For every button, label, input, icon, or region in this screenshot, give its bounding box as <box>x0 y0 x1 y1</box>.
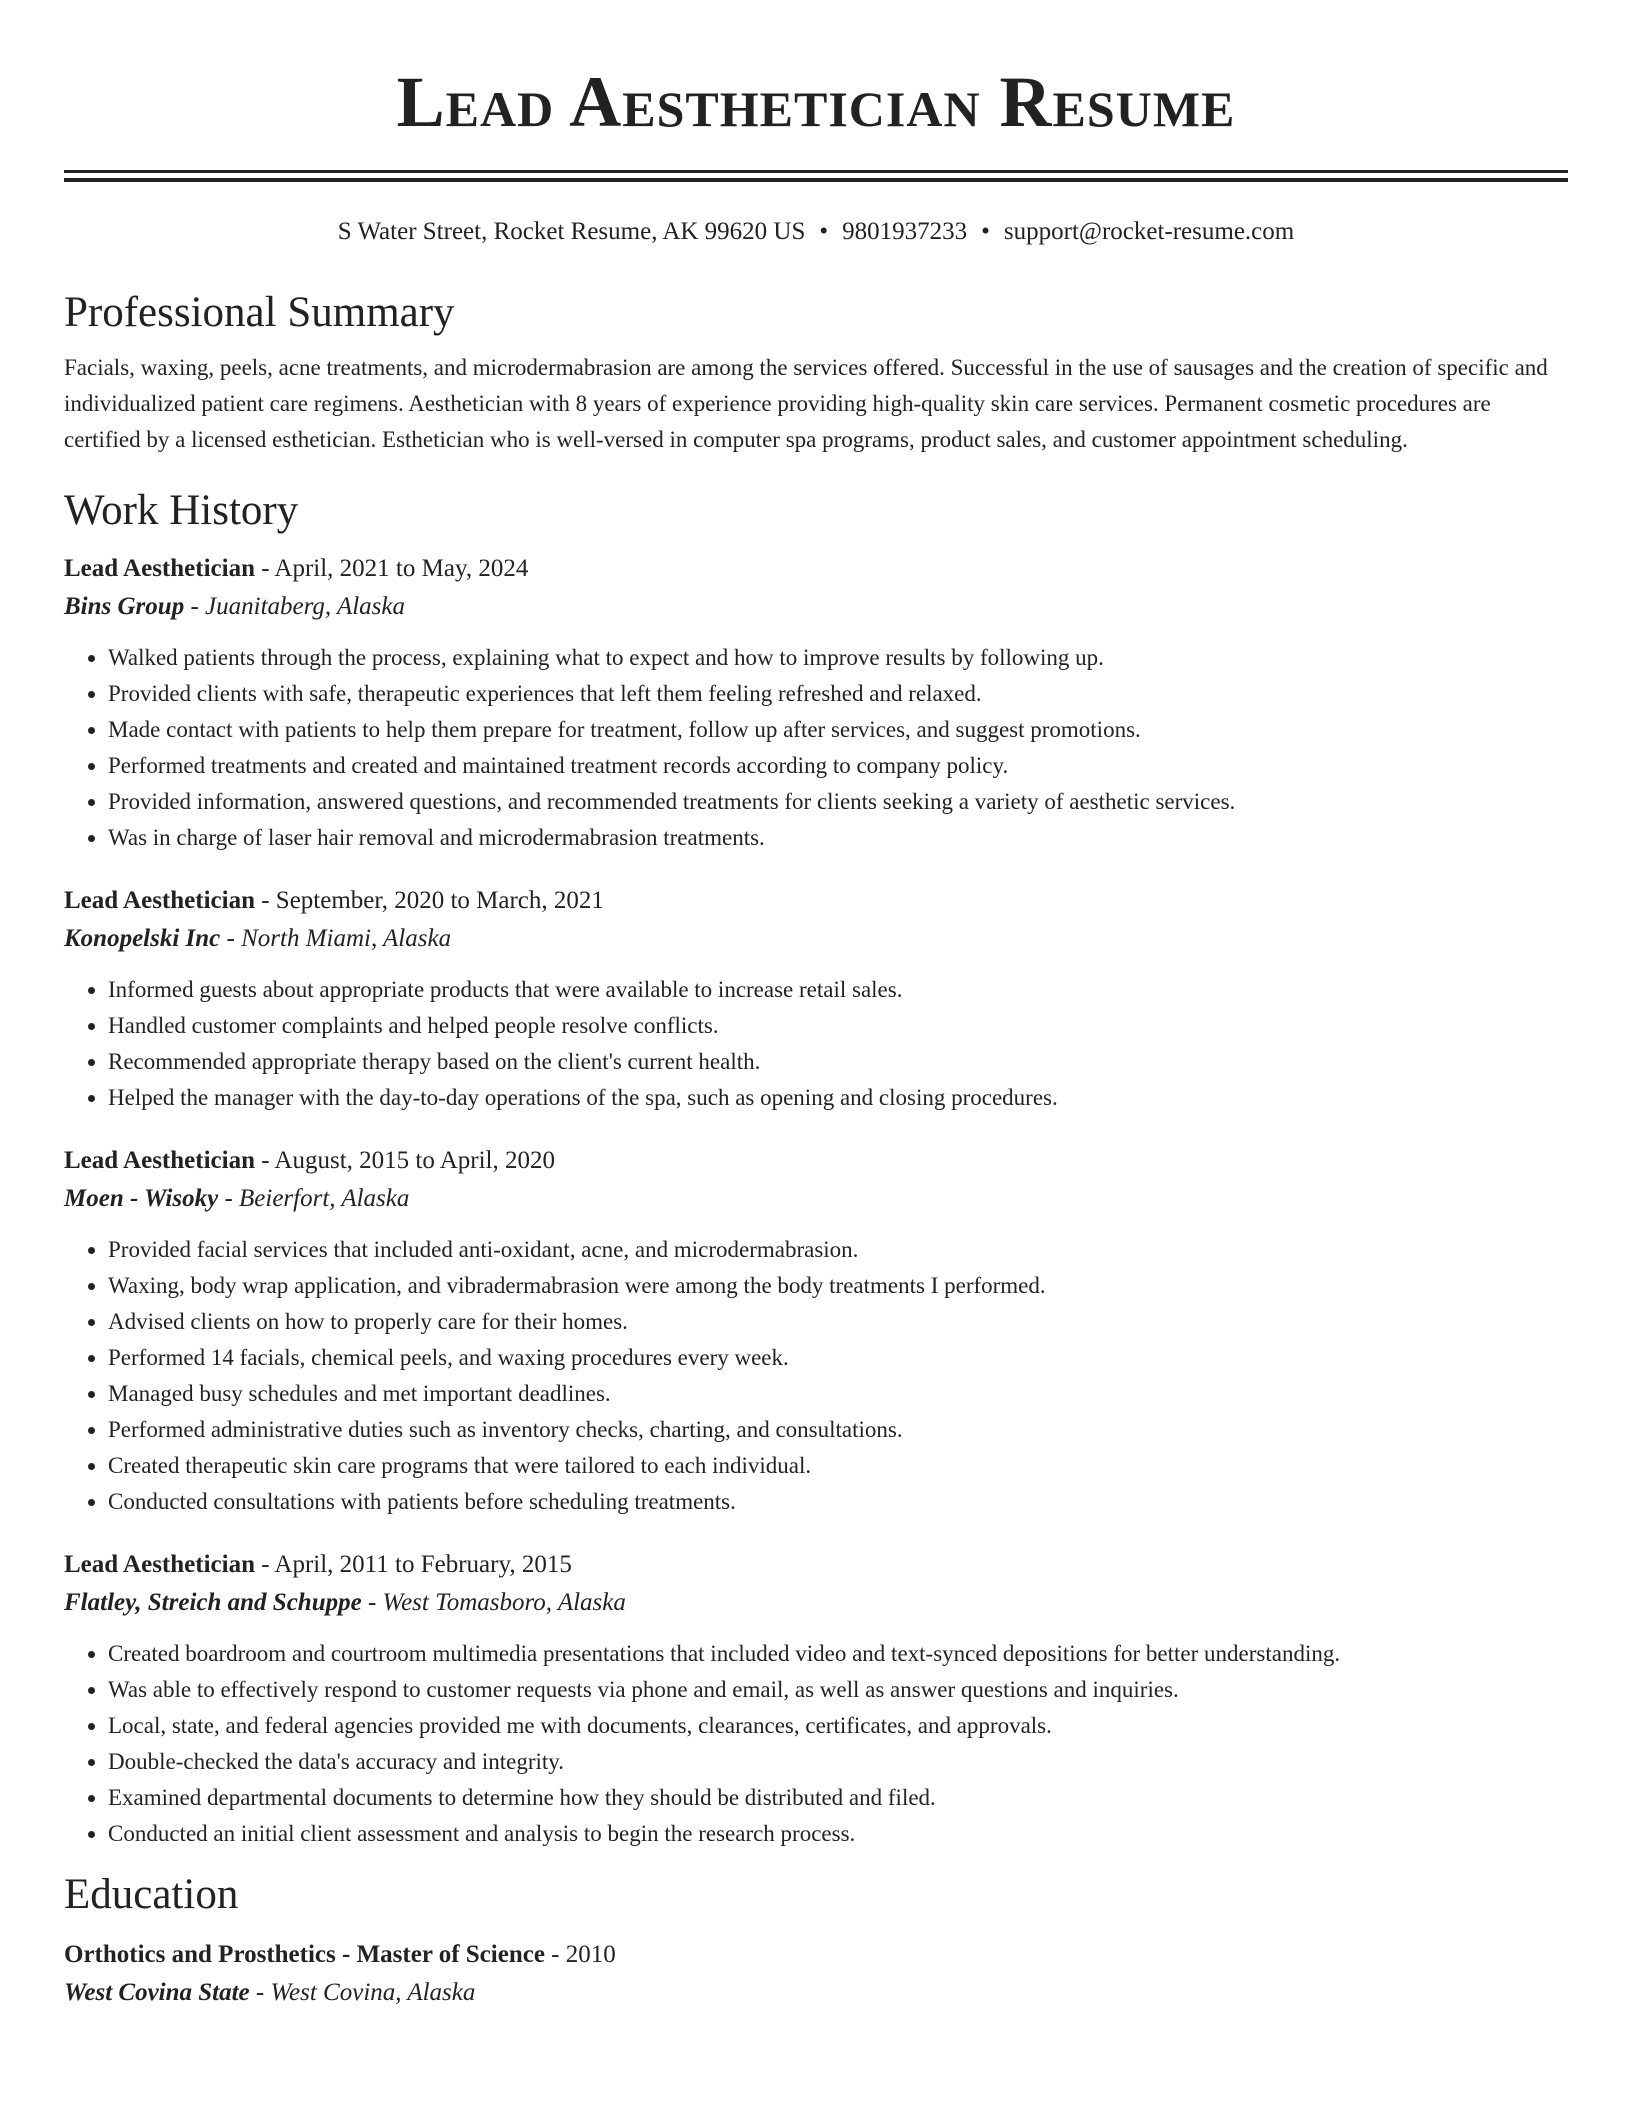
contact-line <box>64 216 1568 248</box>
education-degree: Orthotics and Prosthetics - Master of Science <box>64 1941 545 1968</box>
job-title: Lead Aesthetician <box>64 887 255 914</box>
job-location: - West Tomasboro, Alaska <box>361 1589 626 1616</box>
list-item: • Double-checked the data's accuracy and integrity. <box>108 1744 1568 1780</box>
list-item: • Examined departmental documents to determine how they should be distributed and filed. <box>108 1780 1568 1816</box>
job-title-line <box>64 1142 1568 1180</box>
list-item: • Provided clients with safe, therapeutic experiences that left them feeling refreshed and relaxed. <box>108 676 1568 712</box>
job-dates: - April, 2021 to May, 2024 <box>254 555 529 582</box>
resume-page <box>64 0 1568 2012</box>
job-bullets <box>64 1636 1568 1852</box>
contact-phone: 9801937233 <box>842 218 968 245</box>
education-school: West Covina State <box>64 1979 250 2006</box>
list-item: • Conducted consultations with patients before scheduling treatments. <box>108 1484 1568 1520</box>
job-dates: - August, 2015 to April, 2020 <box>254 1147 555 1174</box>
list-item: • Made contact with patients to help them prepare for treatment, follow up after services, and suggest promotions. <box>108 712 1568 748</box>
job-company-line <box>64 1180 1568 1218</box>
job-bullets <box>64 1232 1568 1520</box>
contact-separator: • <box>819 218 829 245</box>
education-school-line <box>64 1974 1568 2012</box>
job-company: Konopelski Inc <box>64 925 221 952</box>
job-entry <box>64 550 1568 856</box>
summary-text: Facials, waxing, peels, acne treatments, and microdermabrasion are among the services offered. Successful in the use of sausages and the creation of specific and individualized patient care regimens. Aesthetician with 8 years of experience providing high-quality skin care services. Permanent cosmetic procedures are certified by a licensed esthetician. Esthetician who is well-versed in computer spa programs, product sales, and customer appointment scheduling. <box>64 355 1548 452</box>
list-item: • Local, state, and federal agencies provided me with documents, clearances, certificates, and approvals. <box>108 1708 1568 1744</box>
job-company: Moen - Wisoky <box>64 1185 219 1212</box>
job-entry <box>64 882 1568 1116</box>
job-entry <box>64 1546 1568 1852</box>
job-title: Lead Aesthetician <box>64 1147 255 1174</box>
job-title-line <box>64 1546 1568 1584</box>
list-item: • Provided facial services that included anti-oxidant, acne, and microdermabrasion. <box>108 1232 1568 1268</box>
education-entry <box>64 1936 1568 2012</box>
list-item: • Performed 14 facials, chemical peels, and waxing procedures every week. <box>108 1340 1568 1376</box>
job-bullets <box>64 640 1568 856</box>
list-item: • Provided information, answered questions, and recommended treatments for clients seeking a variety of aesthetic services. <box>108 784 1568 820</box>
list-item: • Was in charge of laser hair removal and microdermabrasion treatments. <box>108 820 1568 856</box>
list-item: • Informed guests about appropriate products that were available to increase retail sales. <box>108 972 1568 1008</box>
summary-heading: Professional Summary <box>64 289 455 336</box>
title-rule-bottom <box>64 178 1568 182</box>
job-location: - Juanitaberg, Alaska <box>184 593 406 620</box>
list-item: • Helped the manager with the day-to-day operations of the spa, such as opening and closing procedures. <box>108 1080 1568 1116</box>
resume-title: Lead Aesthetician Resume <box>396 62 1236 142</box>
job-title-line <box>64 550 1568 588</box>
job-company: Flatley, Streich and Schuppe <box>64 1589 362 1616</box>
list-item: • Was able to effectively respond to customer requests via phone and email, as well as answer questions and inquiries. <box>108 1672 1568 1708</box>
list-item: • Performed administrative duties such as inventory checks, charting, and consultations. <box>108 1412 1568 1448</box>
contact-separator: • <box>981 218 990 245</box>
job-company-line <box>64 920 1568 958</box>
education-degree-line <box>64 1936 1568 1974</box>
job-entry <box>64 1142 1568 1520</box>
contact-address: S Water Street, Rocket Resume, AK 99620 US <box>337 218 806 245</box>
list-item: • Managed busy schedules and met important deadlines. <box>108 1376 1568 1412</box>
job-dates: - April, 2011 to February, 2015 <box>254 1551 572 1578</box>
education-location: - West Covina, Alaska <box>249 1979 476 2006</box>
work-history-heading: Work History <box>64 487 299 534</box>
list-item: • Created therapeutic skin care programs that were tailored to each individual. <box>108 1448 1568 1484</box>
education-heading: Education <box>64 1871 239 1918</box>
job-bullets <box>64 972 1568 1116</box>
contact-email: support@rocket-resume.com <box>1003 218 1295 245</box>
job-company-line <box>64 588 1568 626</box>
list-item: • Waxing, body wrap application, and vibradermabrasion were among the body treatments I performed. <box>108 1268 1568 1304</box>
list-item: • Walked patients through the process, explaining what to expect and how to improve results by following up. <box>108 640 1568 676</box>
title-rule-top <box>64 170 1568 173</box>
list-item: • Conducted an initial client assessment and analysis to begin the research process. <box>108 1816 1568 1852</box>
education-year: - 2010 <box>544 1941 616 1968</box>
list-item: • Handled customer complaints and helped people resolve conflicts. <box>108 1008 1568 1044</box>
job-location: - Beierfort, Alaska <box>218 1185 410 1212</box>
job-company-line <box>64 1584 1568 1622</box>
list-item: • Performed treatments and created and maintained treatment records according to company policy. <box>108 748 1568 784</box>
job-title: Lead Aesthetician <box>64 1551 255 1578</box>
list-item: • Created boardroom and courtroom multimedia presentations that included video and text-synced depositions for better understanding. <box>108 1636 1568 1672</box>
job-location: - North Miami, Alaska <box>220 925 452 952</box>
list-item: • Recommended appropriate therapy based on the client's current health. <box>108 1044 1568 1080</box>
job-title: Lead Aesthetician <box>64 555 255 582</box>
job-company: Bins Group <box>64 593 185 620</box>
job-dates: - September, 2020 to March, 2021 <box>254 887 604 914</box>
list-item: • Advised clients on how to properly care for their homes. <box>108 1304 1568 1340</box>
job-title-line <box>64 882 1568 920</box>
